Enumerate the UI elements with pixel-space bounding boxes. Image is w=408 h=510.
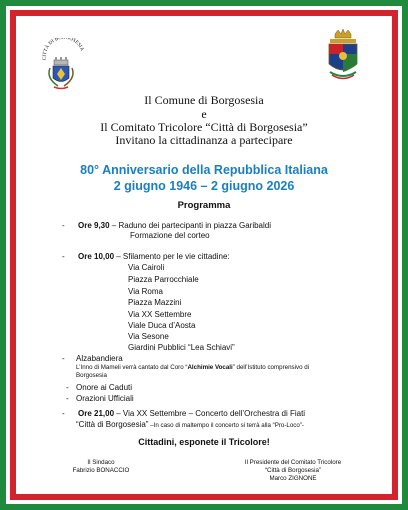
presidente-role: Il Presidente del Comitato Tricolore [244, 459, 342, 466]
signature-right [218, 459, 368, 483]
item2-time: Ore 10,00 [78, 252, 115, 261]
intro-line-4: Invitano la cittadinanza a partecipare [115, 133, 293, 147]
military-emblem-icon [326, 28, 360, 82]
street-3: Piazza Mazzini [128, 298, 182, 307]
item1-time: Ore 9,30 [78, 221, 110, 230]
crest-caption: CITTÀ DI BORGOSESIA [42, 38, 85, 61]
title-line-2: 2 giugno 1946 – 2 giugno 2026 [113, 179, 295, 193]
presidente-name: Marco ZIGNONE [269, 475, 317, 482]
item1-row [78, 221, 271, 231]
item2-dash: - [62, 252, 65, 261]
street-6: Via Sesone [128, 332, 169, 341]
item6-sub [76, 420, 304, 430]
item1-text: – Raduno dei partecipanti in piazza Garibaldi [109, 221, 272, 230]
item4-dash: - [66, 383, 69, 392]
street-7: Giardini Pubblici “Lea Schiavi” [128, 343, 235, 352]
item6-dash: - [62, 409, 65, 418]
item2-row [78, 252, 230, 262]
item6-text: – Via XX Settembre – Concerto dell’Orchestra di Fiati [114, 409, 306, 418]
presidente-org: “Città di Borgosesia” [264, 467, 322, 474]
military-emblem [326, 28, 360, 82]
note-part-a: L’Inno di Mameli verrà cantato dal Coro “ [76, 364, 188, 371]
item2-text: – Sfilamento per le vie cittadine: [114, 252, 230, 261]
item6-time: Ore 21,00 [78, 409, 115, 418]
item5-dash: - [66, 394, 69, 403]
item1-sub: Formazione del corteo [130, 231, 210, 240]
borgosesia-crest [32, 38, 94, 98]
intro-line-2: e [201, 107, 207, 121]
programma-heading: Programma [177, 200, 231, 211]
item3-note-line2: Borgosesia [76, 372, 107, 379]
item3-note [76, 364, 309, 372]
intro-line-1: Il Comune di Borgosesia [144, 93, 264, 107]
item6-sub-b: –In caso di maltempo il concerto si terrà alla “Pro-Loco”- [148, 422, 304, 429]
note-part-b: Alchimie Vocali [187, 364, 233, 371]
street-5: Viale Duca d’Aosta [128, 321, 196, 330]
title-line-1: 80° Anniversario della Repubblica Italiana [80, 163, 328, 177]
closing-line: Cittadini, esponete il Tricolore! [138, 437, 270, 447]
street-4: Via XX Settembre [128, 310, 192, 319]
item1-dash: - [62, 221, 65, 230]
street-0: Via Cairoli [128, 263, 165, 272]
item6-sub-a: “Città di Borgosesia” [76, 420, 149, 429]
item5-text: Orazioni Ufficiali [76, 394, 134, 403]
intro-line-3: Il Comitato Tricolore “Città di Borgosesia” [100, 120, 308, 134]
item4-text: Onore ai Caduti [76, 383, 133, 392]
signature-left [46, 459, 156, 475]
street-1: Piazza Parrocchiale [128, 275, 199, 284]
item3-text: Alzabandiera [76, 354, 123, 363]
item6-row [78, 409, 305, 419]
sindaco-role: Il Sindaco [87, 459, 115, 466]
sindaco-name: Fabrizio BONACCIO [72, 467, 130, 474]
note-part-c: ” dell’Istituto comprensivo di [232, 364, 310, 371]
item3-dash: - [62, 354, 65, 363]
borgosesia-crest-icon [32, 38, 94, 98]
street-2: Via Roma [128, 287, 163, 296]
